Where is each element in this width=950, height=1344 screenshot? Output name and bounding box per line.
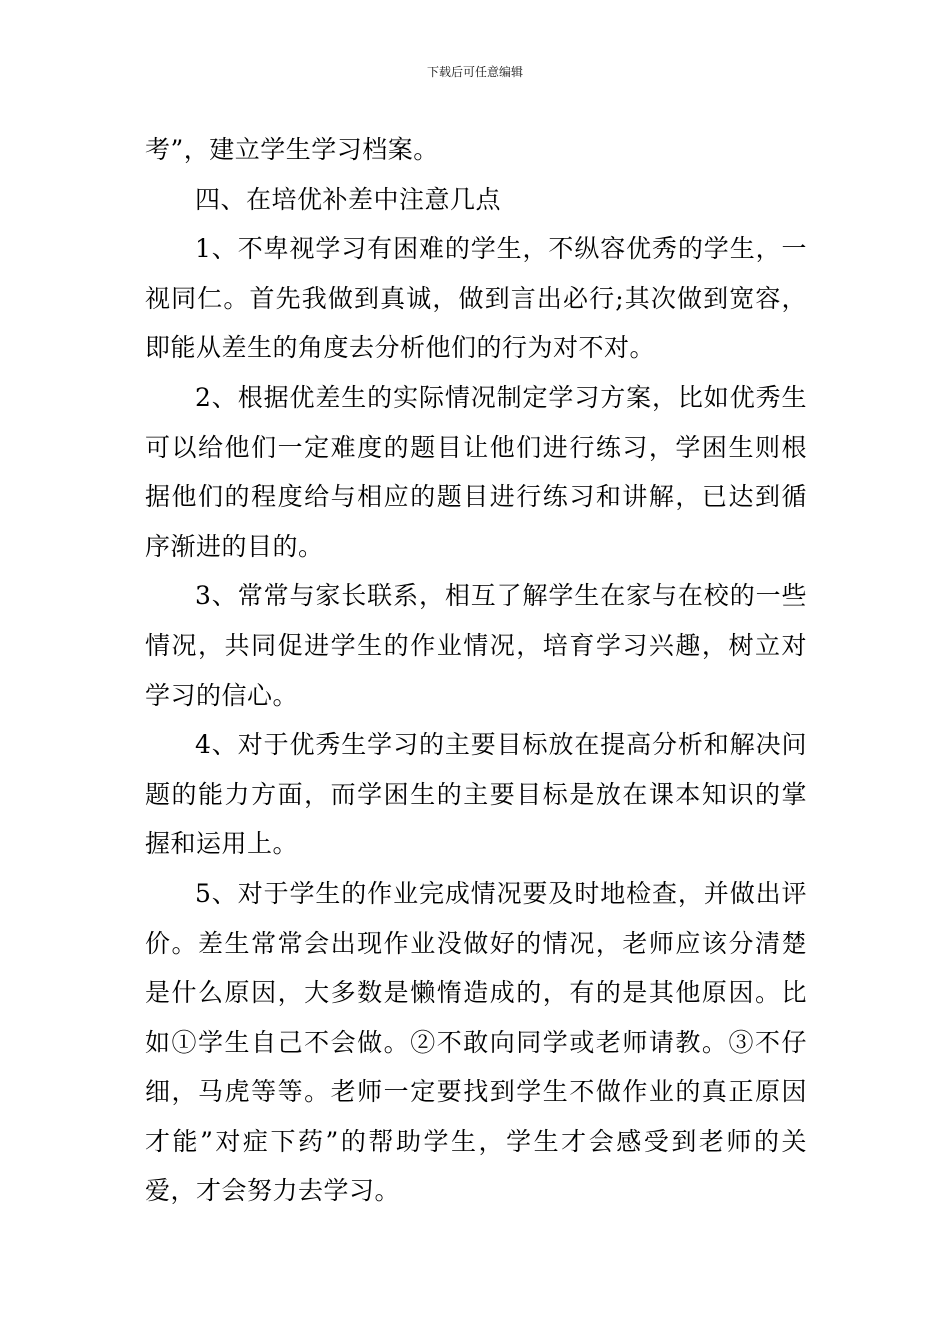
paragraph-continuation: 考”，建立学生学习档案。: [145, 135, 439, 164]
paragraph-item-2: 2、根据优差生的实际情况制定学习方案，比如优秀生可以给他们一定难度的题目让他们进行练习，学困生则根据他们的程度给与相应的题目进行练习和讲解，已达到循序渐进的目的。: [145, 382, 807, 561]
paragraph-item-1: 1、不卑视学习有困难的学生，不纵容优秀的学生，一视同仁。首先我做到真诚，做到言出必行;其次做到宽容，即能从差生的角度去分析他们的行为对不对。: [145, 234, 807, 363]
section-heading: 四、在培优补差中注意几点: [195, 184, 502, 214]
document-body: [145, 125, 807, 1216]
page-header: 下载后可任意编辑: [426, 65, 523, 79]
paragraph-item-5: 5、对于学生的作业完成情况要及时地检查，并做出评价。差生常常会出现作业没做好的情况，老师应该分清楚是什么原因，大多数是懒惰造成的，有的是其他原因。比如①学生自己不会做。②不敢向同学或老师请教。③不仔细，马虎等等。老师一定要找到学生不做作业的真正原因才能”对症下药”的帮助学生，学生才会感受到老师的关爱，才会努力去学习。: [145, 878, 807, 1206]
paragraph-item-3: 3、常常与家长联系，相互了解学生在家与在校的一些情况，共同促进学生的作业情况，培育学习兴趣，树立对学习的信心。: [145, 581, 807, 710]
paragraph-item-4: 4、对于优秀生学习的主要目标放在提高分析和解决问题的能力方面，而学困生的主要目标是放在课本知识的掌握和运用上。: [145, 730, 807, 859]
